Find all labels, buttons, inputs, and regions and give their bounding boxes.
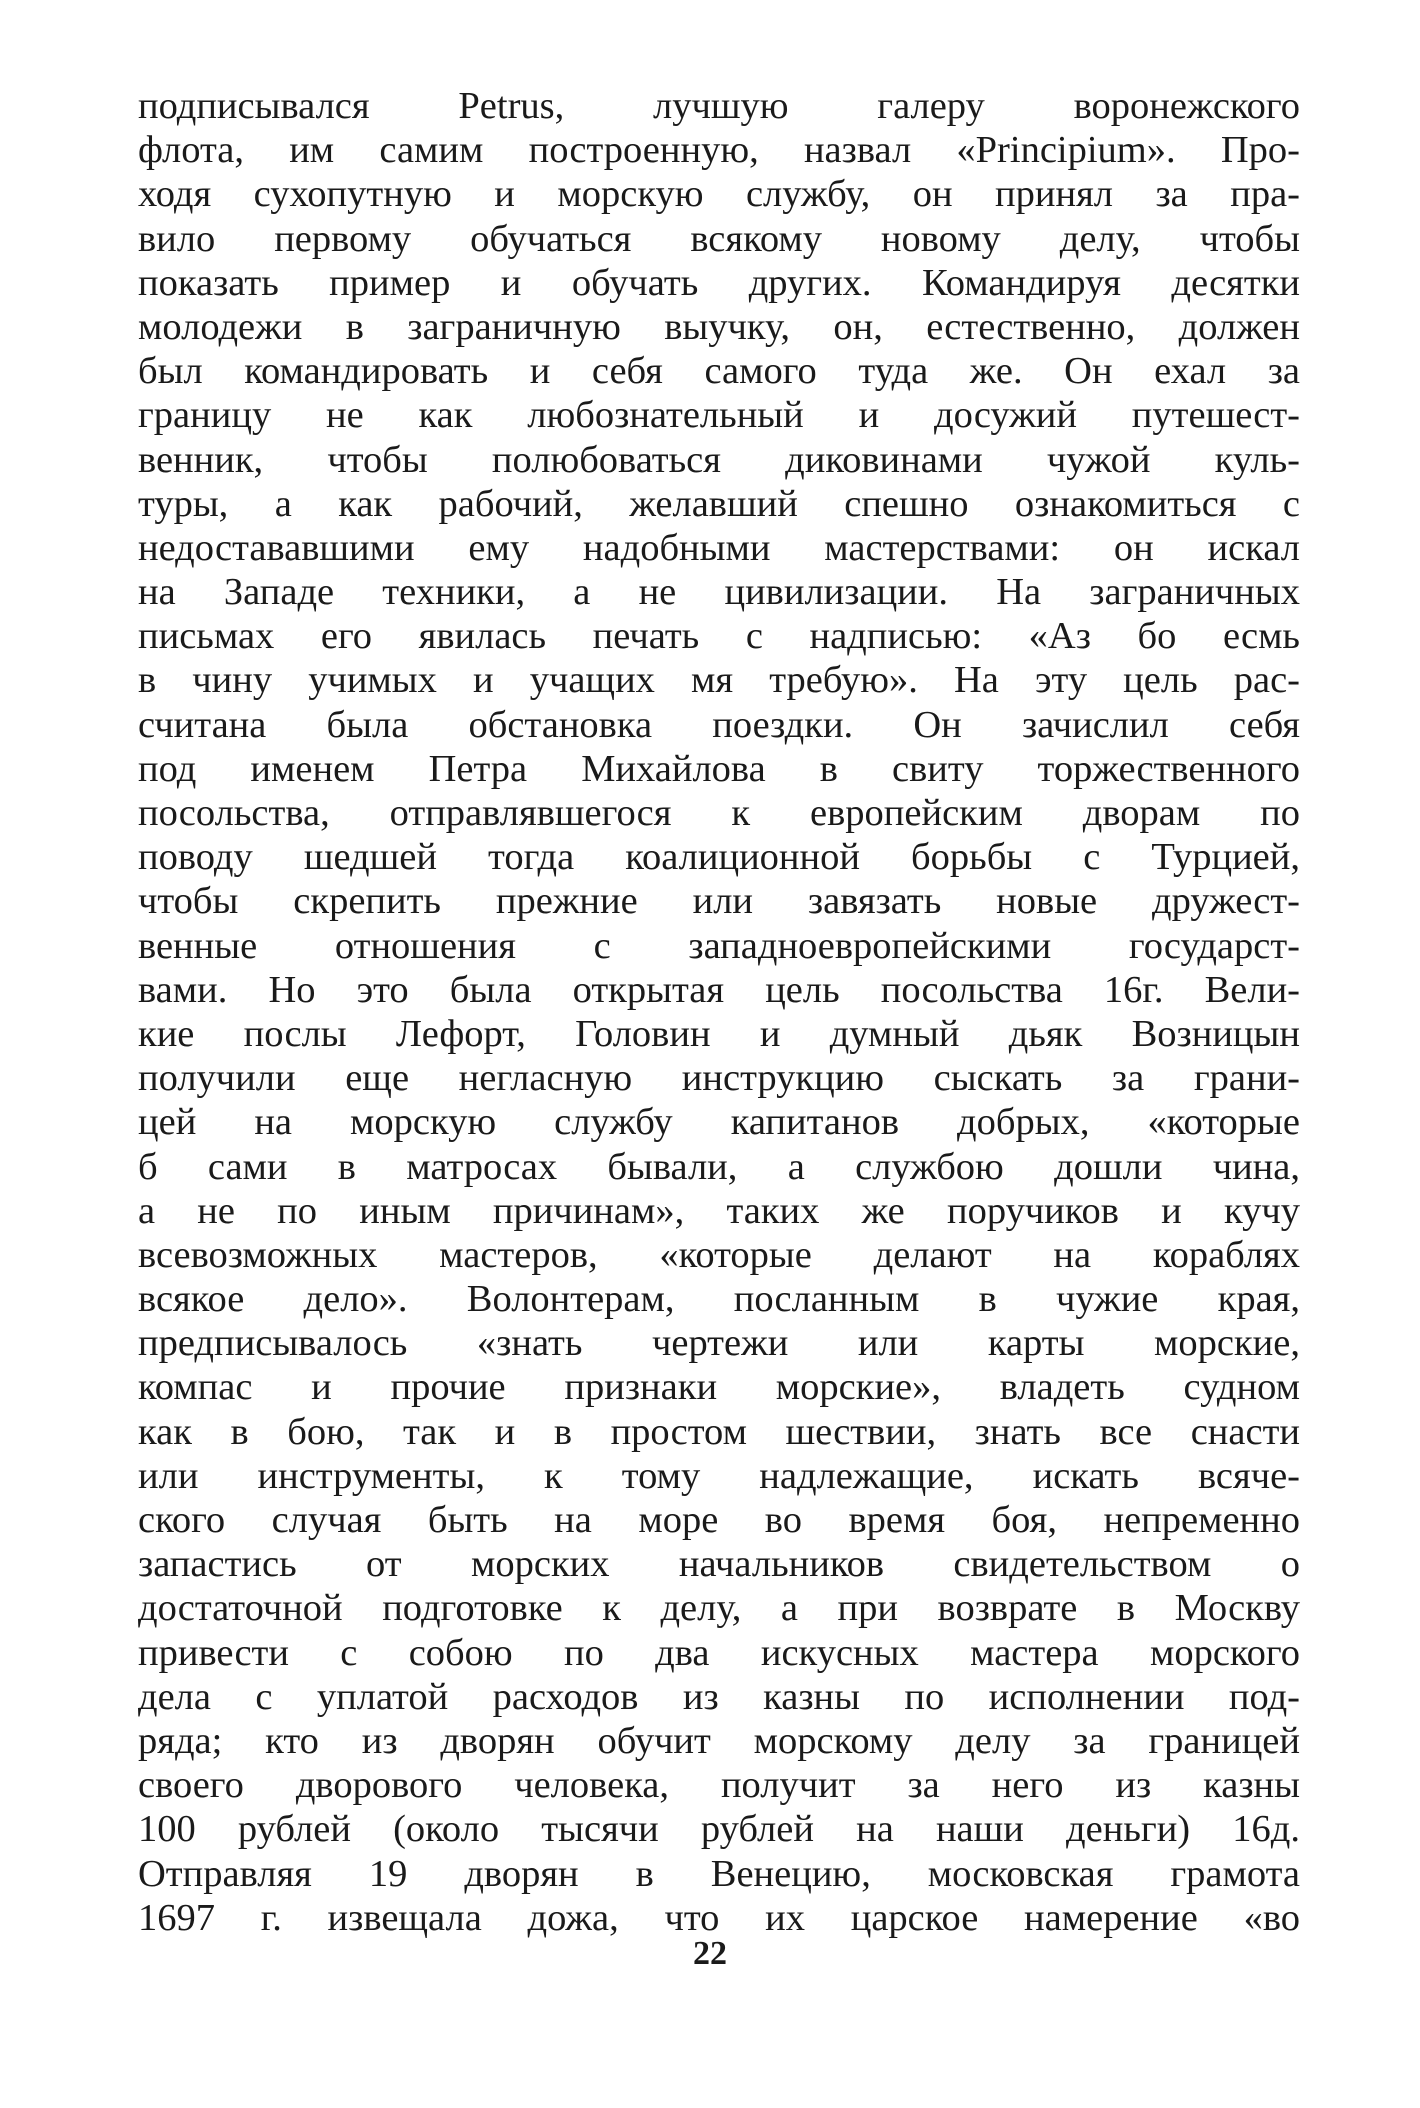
text-line: кие послы Лефорт, Головин и думный дьяк Возницын xyxy=(138,1012,1300,1055)
text-line: венник, чтобы полюбоваться диковинами чужой куль- xyxy=(138,438,1300,481)
text-line: чтобы скрепить прежние или завязать новые дружест- xyxy=(138,880,1300,923)
text-line: привести с собою по два искусных мастера морского xyxy=(138,1631,1300,1674)
text-line: достаточной подготовке к делу, а при возврате в Москву xyxy=(138,1587,1300,1630)
text-line: на Западе техники, а не цивилизации. На заграничных xyxy=(138,571,1300,614)
page-number: 22 xyxy=(693,1935,727,1972)
text-line: посольства, отправлявшегося к европейским дворам по xyxy=(138,792,1300,834)
text-line: получили еще негласную инструкцию сыскать за грани- xyxy=(138,1057,1300,1100)
text-line: границу не как любознательный и досужий путешест- xyxy=(138,394,1300,437)
text-line: считана была обстановка поездки. Он зачислил себя xyxy=(138,703,1300,746)
body-text xyxy=(138,84,1300,1940)
text-line: недостававшими ему надобными мастерствами: он искал xyxy=(138,526,1300,569)
text-line: венные отношения с западноевропейскими государст- xyxy=(138,924,1300,967)
text-line: или инструменты, к тому надлежащие, искать всяче- xyxy=(138,1454,1300,1497)
text-line: своего дворового человека, получит за него из казны xyxy=(138,1764,1300,1807)
text-line: в чину учимых и учащих мя требую». На эту цель рас- xyxy=(138,659,1300,702)
text-line: дела с уплатой расходов из казны по исполнении под- xyxy=(138,1675,1300,1718)
text-line: был командировать и себя самого туда же. Он ехал за xyxy=(138,350,1300,393)
text-line: запастись от морских начальников свидетельством о xyxy=(138,1543,1300,1586)
text-line: Отправляя 19 дворян в Венецию, московская грамота xyxy=(138,1852,1300,1895)
text-line: флота, им самим построенную, назвал «Principium». Про- xyxy=(138,129,1300,172)
text-line: вило первому обучаться всякому новому делу, чтобы xyxy=(138,217,1300,260)
text-line: под именем Петра Михайлова в свиту торжественного xyxy=(138,747,1300,790)
text-line: компас и прочие признаки морские», владеть судном xyxy=(138,1366,1300,1409)
text-line: 1697 г. извещала дожа, что их царское намерение «во xyxy=(138,1896,1300,1939)
text-line: молодежи в заграничную выучку, он, естественно, должен xyxy=(138,305,1300,348)
text-line: ского случая быть на море во время боя, непременно xyxy=(138,1499,1300,1541)
text-line: показать пример и обучать других. Командируя десятки xyxy=(138,261,1300,304)
text-line: 100 рублей (около тысячи рублей на наши деньги) 16д. xyxy=(138,1808,1300,1851)
text-line: как в бою, так и в простом шествии, знать все снасти xyxy=(138,1410,1300,1453)
text-line: туры, а как рабочий, желавший спешно ознакомиться с xyxy=(138,482,1300,525)
text-line: всевозможных мастеров, «которые делают на кораблях xyxy=(138,1233,1300,1276)
text-line: предписывалось «знать чертежи или карты морские, xyxy=(138,1322,1300,1365)
text-line: всякое дело». Волонтерам, посланным в чужие края, xyxy=(138,1278,1300,1321)
text-line: подписывался Petrus, лучшую галеру воронежского xyxy=(138,85,1300,127)
text-line: ходя сухопутную и морскую службу, он принял за пра- xyxy=(138,173,1300,216)
text-line: а не по иным причинам», таких же поручиков и кучу xyxy=(138,1189,1300,1232)
text-line: вами. Но это была открытая цель посольства 16г. Вели- xyxy=(138,968,1300,1011)
text-line: ряда; кто из дворян обучит морскому делу за границей xyxy=(138,1719,1300,1762)
text-line: поводу шедшей тогда коалиционной борьбы с Турцией, xyxy=(138,836,1300,879)
text-line: б сами в матросах бывали, а службою дошли чина, xyxy=(138,1145,1300,1188)
text-line: письмах его явилась печать с надписью: «Аз бо есмь xyxy=(138,615,1300,658)
text-line: цей на морскую службу капитанов добрых, «которые xyxy=(138,1101,1300,1144)
